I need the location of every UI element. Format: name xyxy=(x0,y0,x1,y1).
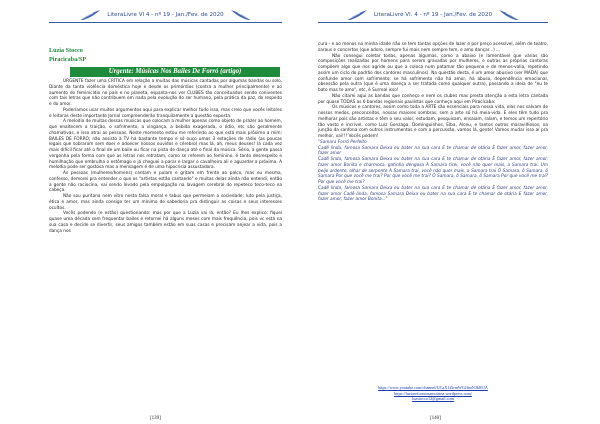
right-page-header xyxy=(318,8,548,21)
right-body-text xyxy=(318,42,548,203)
poem-stanza: Cadê linda, famosa Samara Deixa eu bater na sua cara E te chamar de otária E fazer amor, fazer amor, fazer amor xyxy=(318,145,548,157)
poem-stanza: Cadê linda, famosa Samara Deixa eu bater na sua cara E te chamar de otária E fazer amor, fazer amor, fazer amor Cadê linda, famosa Samara Deixa eu bater na sua cara E te chamar de otária E fazer amor, fazer amor, fazer amor Bonita..." xyxy=(318,185,548,203)
paragraph: As pessoas (mulheres/homens) cantam e pulam e gritam em frente ao palco, mas eu mesma, confesso, demorei pra entender o que os "artistas estão cantando" e muitas delas ainda não entendi, então a gente não raciocina, vai sendo levado pela empolgação na lavagem cerebral do repeteco teco-teco na cabeça. xyxy=(49,171,282,194)
paragraph: Não sou puritana nem vitro nesta falsa moral e tabus que permeiam a sociedade; luto pela justiça, ética e amor, mas ainda consigo ter um mínimo de sabedoria pra distinguir as coisas e seus interesses ocultos. xyxy=(49,194,282,211)
author-city: Piracicaba/SP xyxy=(49,56,87,63)
paragraph: Vocês podendo (e estão) questionando: mas por que a Luzia vai lá, então? Eu lhes explico: fiquei quase uma década sem frequentar bailes e retornei há alguns meses com mais frequência, pois vc está na sua casa e decide se divertir, seus amigos também estão em suas casas e precisam anjear a vida, pois a dança nos xyxy=(49,211,282,234)
page-number-right: [140] xyxy=(430,416,441,421)
quill-icon xyxy=(346,9,368,21)
article-title: Urgente: Músicas Nos Bailes De Forró (artigo) xyxy=(70,67,280,77)
header-divider xyxy=(49,22,282,23)
quill-icon xyxy=(498,9,520,21)
header-text: LiteraLivre Vl 4 - nº 19 - Jan./Fev. de 2020 xyxy=(107,11,224,18)
author-name: Luzia Stocco xyxy=(49,47,83,54)
paragraph: Os músicos e cantores, assim como toda a ARTE são essenciais para nossa vida, elas nos salvam de nossos medos, preconceitos, nossas maiores sombras, sem a arte só há meia-vida. E eles têm tudo pra melhorar pois são artistas e têm o seu valor, estudam, pesquisam, ensaiam, ralam, e temos um repertório tão vasto e incrível, como Luiz Gonzaga, Dominguinhos, Elba, Alceu, e tantos outros maravilhosos, na junção da sanfona com outros instrumentos e com a percussão, vamos lá, gente! Vamos mudar isso aí pra melhor, vai!!! Vocês podem! xyxy=(318,105,548,139)
page-number-left: [139] xyxy=(150,416,161,421)
poem-title: "Samara Forró Perfeito xyxy=(318,139,367,145)
paragraph: Poderíamos usar muitos argumentos aqui para explicar melhor tudo isso, mas creio que vocês leitores e leitoras deste importante Jornal compreenderão tranquilamente a questão exposta. xyxy=(49,107,282,119)
paragraph: cura - e ao menos na minha idade não se tem tantas opções de lazer e por preço acessível, além de teatro, saraus e concertos (que adoro, sempre fui mais nem sempre tem, e amo dançar...) ... xyxy=(318,42,548,53)
youtube-link[interactable]: https://www.youtube.com/channel/UCaX1ZirmWGJ4mN3k85JA xyxy=(378,385,488,390)
paragraph: Não consegui coletar todas, apenas algumas, como a abaixo (e lamentável que várias são composições realizadas por homens para serem gravadas por mulheres, e outras as próprias cantoras compõem algo que nos agride ou que a coloca num patamar tão pequeno e de menos-valia, repetindo assim um ciclo do padrão dos cantores masculinos). Na questão desta, é um amor abusivo (ver MADA) que confunde amor com sofrimento; se há sofrimento não há amor, há abuso, dependência emocional, obsessão pela outra (que é uma doença a ser tratada como qualquer outra), passando a ideia de "eu te bato mas te amo", etc, é Surreal isso! xyxy=(318,53,548,93)
quill-icon xyxy=(79,9,101,21)
author-links xyxy=(318,385,548,402)
left-body-text xyxy=(49,79,282,234)
paragraph: A melodia de muitas dessas músicas que colocam a mulher apenas como objeto de prazer ao homem, que enaltecem a traição, o sofrimento, a vingança, a bebida exagerada, o ódio, etc são geralmente chamativas, e isso atrai as pessoas. Neste momento estou me referindo ao que está mais próximo a mim: BAILES DE FORRÓ; não assisto à TV há bastante tempo e só ouço umas 3 estações de rádio (as poucas legais que sobraram sem doer e adoecer nossos ouvidos e cérebro) mas lá, ah, meus deuses! lá cada vez mais difícil ficar até o final de um baile ou ficar na pista de dança até o final da música. Sério, a gente passa vergonha pela forma com que as letras nos retratam, como se referem ao feminino, é tanto desrespeito e humilhação que embrulha o estômago e já cheguei a parar e largar o cavalheiro ali e aguardar a próxima. A melodia pode ser gostosa mas a mensagem é de uma hipocrisia assustadora. xyxy=(49,119,282,171)
paragraph: Não citarei aqui as bandas que conheço e nem os clubes mas presta atenção a esta letra cantada por quase TODAS as 6 bandas regionais paulistas que conheço aqui em Piracicaba: xyxy=(318,93,548,105)
email-link[interactable]: luzstocco12@gmail.com xyxy=(412,396,454,402)
blog-link[interactable]: https://luziarefcontosamotrina.wordpress.com/ xyxy=(394,390,472,396)
author-block xyxy=(49,46,86,64)
header-text: LiteraLivre Vl. 4 - nº 19 - Jan./Fev. de 2020 xyxy=(373,11,493,18)
paragraph: URGENTE fazer uma CRÍTICA em relação a muitas das músicas cantadas por algumas bandas ou solo. Diante da tanta violência doméstica hoje e desde os primórdios (contra a mulher principalmente) e ao aumento do feminicídio no país e no planeta, espanta-nos ver CLUBES tão conceituados sendo coniventes com tais letras que não contribuem em nada pela evolução do ser humano, pela prática da paz, do respeito e do amor. xyxy=(49,79,282,107)
header-divider xyxy=(318,22,548,23)
quill-icon xyxy=(230,9,252,21)
poem-stanza: Cadê linda, famosa Samara Deixa eu bater na sua cara E te chamar de otária E fazer amor, fazer amor, fazer amor Bonita e charmosa, gatinha dengosa A Samara tirei, você não quer mais, a Samara trai. Um beijo ardente, olhar de serpente A Samara trai, você não quer mais, a Samara trai Ô Samara, ô Samara, ô Samara Por que você me trai? Por que você me trai? Ô Samara, ô Samara, ô Samara Por que você me trai? Por que você me trai? xyxy=(318,157,548,185)
left-page-header xyxy=(49,8,282,21)
